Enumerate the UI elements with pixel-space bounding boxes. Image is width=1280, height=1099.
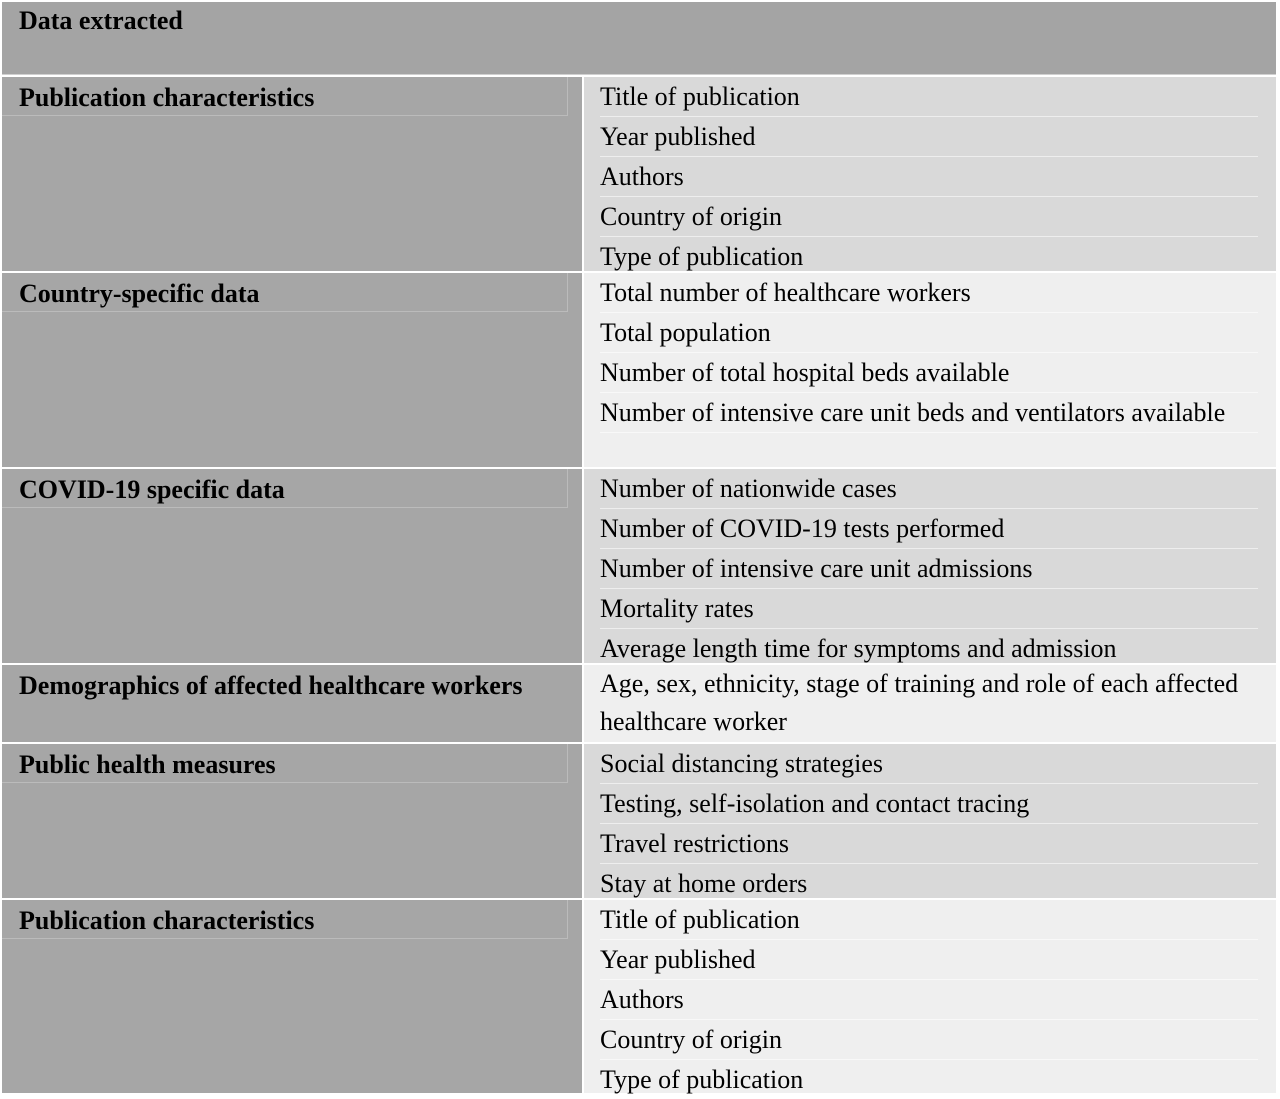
list-item: Number of COVID-19 tests performed: [600, 509, 1258, 549]
item-list: [600, 469, 1264, 669]
item-list: [600, 77, 1264, 277]
category-label: Public health measures: [19, 750, 276, 779]
list-item: Total population: [600, 313, 1258, 353]
table-row-country-specific-data: [2, 273, 1276, 467]
list-item: Total number of healthcare workers: [600, 273, 1258, 313]
table-header-label: Data extracted: [19, 6, 183, 35]
list-item: Mortality rates: [600, 589, 1258, 629]
category-label: COVID-19 specific data: [19, 475, 285, 504]
table-row-demographics: [2, 665, 1276, 742]
item-list: [600, 665, 1264, 741]
category-cell: [2, 665, 582, 742]
list-item: Age, sex, ethnicity, stage of training and role of each affected healthcare worker: [600, 669, 1239, 736]
items-cell: [584, 273, 1276, 467]
items-cell: [584, 665, 1276, 742]
items-cell: [584, 469, 1276, 663]
category-cell: [2, 900, 582, 1093]
items-cell: [584, 900, 1276, 1093]
item-list: [600, 273, 1264, 433]
category-label: Demographics of affected healthcare workers: [19, 671, 523, 700]
category-label: Country-specific data: [19, 279, 260, 308]
category-cell: [2, 469, 582, 663]
table-row-publication-characteristics-repeat: [2, 900, 1276, 1093]
category-cell: [2, 273, 582, 467]
list-item: Number of nationwide cases: [600, 469, 1258, 509]
table-row-public-health-measures: [2, 744, 1276, 898]
list-item: Year published: [600, 117, 1258, 157]
table-header: [2, 2, 1276, 75]
item-list: [600, 744, 1264, 904]
table-row-covid-19-specific-data: [2, 469, 1276, 663]
list-item: Title of publication: [600, 77, 1258, 117]
category-label: Publication characteristics: [19, 906, 315, 935]
list-item: Year published: [600, 940, 1258, 980]
item-list: [600, 900, 1264, 1099]
list-item: Country of origin: [600, 1020, 1258, 1060]
list-item: Number of intensive care unit admissions: [600, 549, 1258, 589]
list-item: Authors: [600, 157, 1258, 197]
list-item: Social distancing strategies: [600, 744, 1258, 784]
list-item: Type of publication: [600, 1065, 804, 1094]
list-item: Number of intensive care unit beds and ventilators available: [600, 393, 1258, 433]
list-item: Country of origin: [600, 197, 1258, 237]
data-extraction-table: [1, 1, 1277, 1094]
list-item: Title of publication: [600, 900, 1258, 940]
list-item: Travel restrictions: [600, 824, 1258, 864]
category-label: Publication characteristics: [19, 83, 315, 112]
list-item: Type of publication: [600, 237, 1258, 277]
list-item: Number of total hospital beds available: [600, 353, 1258, 393]
items-cell: [584, 744, 1276, 898]
list-item: Testing, self-isolation and contact tracing: [600, 784, 1258, 824]
category-cell: [2, 744, 582, 898]
list-item: Average length time for symptoms and admission: [600, 629, 1258, 669]
list-item: Authors: [600, 980, 1258, 1020]
list-item: Stay at home orders: [600, 864, 1258, 904]
category-cell: [2, 77, 582, 271]
items-cell: [584, 77, 1276, 271]
table-row-publication-characteristics: [2, 77, 1276, 271]
